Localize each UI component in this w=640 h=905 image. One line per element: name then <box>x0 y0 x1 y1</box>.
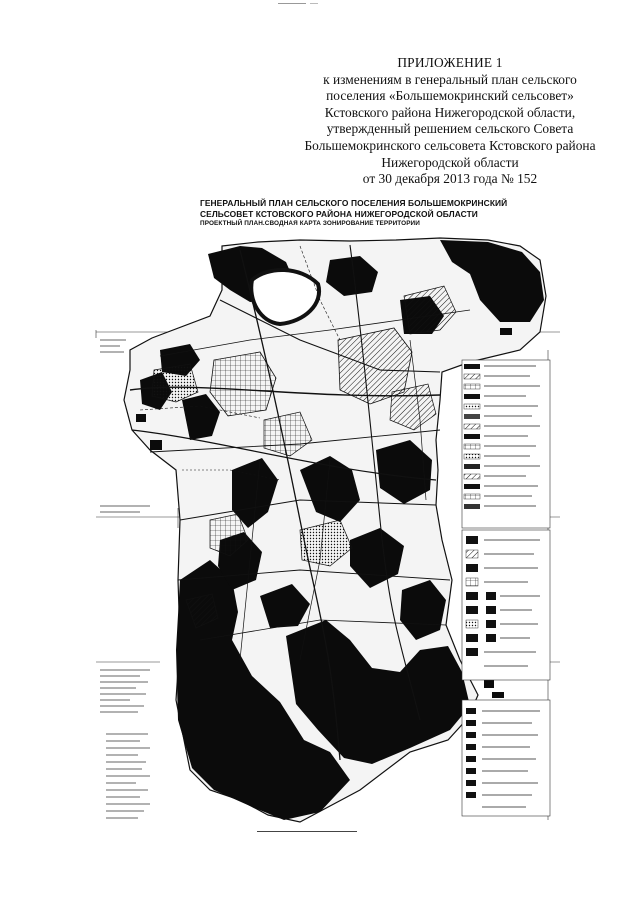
bottom-rule <box>257 831 357 832</box>
map-title-line-1: ГЕНЕРАЛЬНЫЙ ПЛАН СЕЛЬСКОГО ПОСЕЛЕНИЯ БОЛЬШЕМОКРИНСКИЙ <box>200 198 508 208</box>
appendix-line: Кстовского района Нижегородской области, <box>324 104 576 120</box>
appendix-line: утвержденный решением сельского Совета <box>326 121 574 137</box>
map-subtitle: ПРОЕКТНЫЙ ПЛАН.СВОДНАЯ КАРТА ЗОНИРОВАНИЕ ТЕРРИТОРИИ <box>200 220 420 227</box>
left-legend-list <box>106 734 150 818</box>
appendix-line: поселения «Большемокринский сельсовет» <box>326 88 574 104</box>
appendix-line: Нижегородской области <box>381 154 519 170</box>
map-legend <box>462 360 550 816</box>
appendix-line: к изменениям в генеральный план сельского <box>323 71 577 87</box>
appendix-title: ПРИЛОЖЕНИЕ 1 <box>397 55 503 70</box>
appendix-line: Большемокринского сельсовета Кстовского района <box>304 137 596 153</box>
map-title-line-2: СЕЛЬСОВЕТ КСТОВСКОГО РАЙОНА НИЖЕГОРОДСКОЙ ОБЛАСТИ <box>200 208 478 219</box>
appendix-date-line: от 30 декабря 2013 года № 152 <box>362 171 538 187</box>
